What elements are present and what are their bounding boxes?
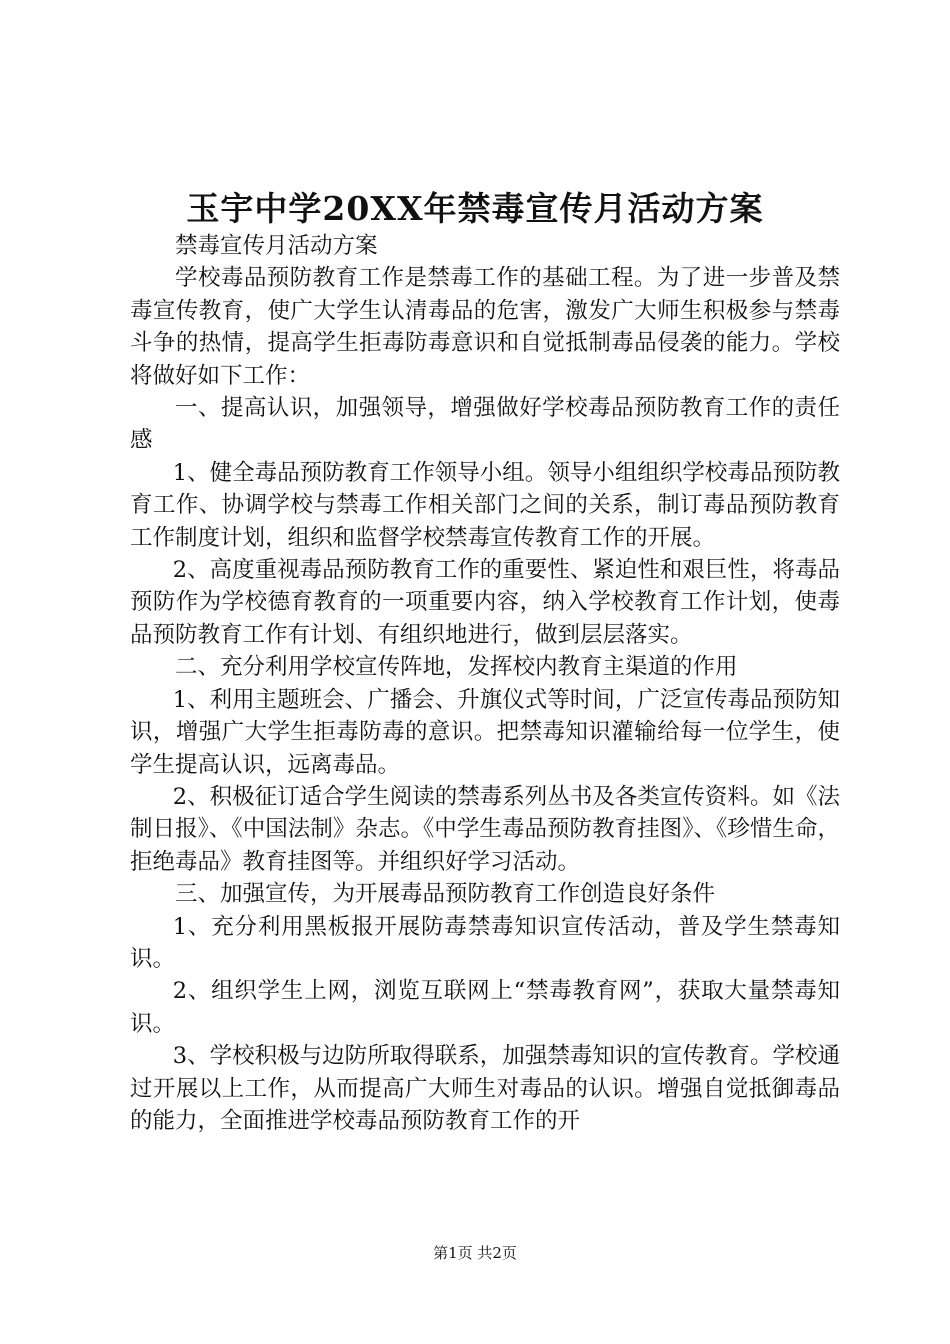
document-title: 玉宇中学20XX年禁毒宣传月活动方案 xyxy=(186,189,764,228)
paragraph-section-1-heading: 一、提高认识，加强领导，增强做好学校毒品预防教育工作的责任感 xyxy=(130,395,840,454)
paragraph-section-3-heading: 三、加强宣传，为开展毒品预防教育工作创造良好条件 xyxy=(175,881,716,908)
paragraph-subtitle: 禁毒宣传月活动方案 xyxy=(175,233,378,259)
paragraph-section-1-item-2: 2、高度重视毒品预防教育工作的重要性、紧迫性和艰巨性，将毒品预防作为学校德育教育的一项重要内容，纳入学校教育工作计划，使毒品预防教育工作有计划、有组织地进行，做到层层落实。 xyxy=(130,557,840,648)
paragraph-section-1-item-1: 1、健全毒品预防教育工作领导小组。领导小组组织学校毒品预防教育工作、协调学校与禁毒工作相关部门之间的关系，制订毒品预防教育工作制度计划，组织和监督学校禁毒宣传教育工作的开展。 xyxy=(130,459,840,551)
paragraph-section-3-item-1: 1、充分利用黑板报开展防毒禁毒知识宣传活动，普及学生禁毒知识。 xyxy=(130,913,840,972)
document-body xyxy=(130,230,840,1137)
paragraph-section-3-item-3: 3、学校积极与边防所取得联系，加强禁毒知识的宣传教育。学校通过开展以上工作，从而提高广大师生对毒品的认识。增强自觉抵御毒品的能力，全面推进学校毒品预防教育工作的开 xyxy=(130,1043,840,1134)
paragraph-intro: 学校毒品预防教育工作是禁毒工作的基础工程。为了进一步普及禁毒宣传教育，使广大学生认清毒品的危害，激发广大师生积极参与禁毒斗争的热情，提高学生拒毒防毒意识和自觉抵制毒品侵袭的能力。学校将做好如下工作： xyxy=(130,265,840,389)
paragraph-section-3-item-2: 2、组织学生上网，浏览互联网上“禁毒教育网”，获取大量禁毒知识。 xyxy=(130,978,840,1037)
paragraph-section-2-item-2: 2、积极征订适合学生阅读的禁毒系列丛书及各类宣传资料。如《法制日报》、《中国法制》杂志。《中学生毒品预防教育挂图》、《珍惜生命，拒绝毒品》教育挂图等。并组织好学习活动。 xyxy=(130,783,840,875)
page-number-footer: 第1页 共2页 xyxy=(433,1244,517,1262)
paragraph-section-2-heading: 二、充分利用学校宣传阵地，发挥校内教育主渠道的作用 xyxy=(175,654,738,681)
paragraph-section-2-item-1: 1、利用主题班会、广播会、升旗仪式等时间，广泛宣传毒品预防知识，增强广大学生拒毒防毒的意识。把禁毒知识灌输给每一位学生，使学生提高认识，远离毒品。 xyxy=(130,686,840,778)
